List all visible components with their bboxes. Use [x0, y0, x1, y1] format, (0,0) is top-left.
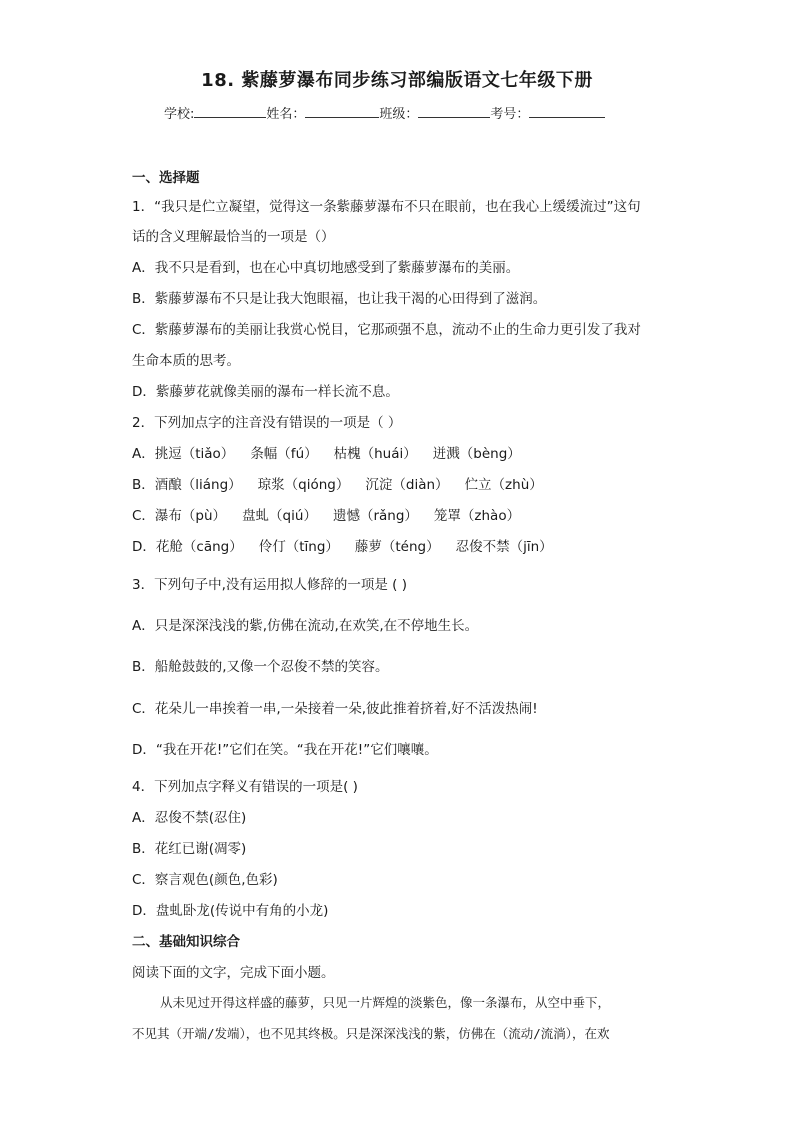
q2-a-item: 枯槐（huái） — [333, 446, 417, 462]
q3-option-b: B．船舱鼓鼓的,又像一个忍俊不禁的笑容。 — [132, 659, 389, 675]
q2-b-item: 沉淀（diàn） — [365, 477, 449, 493]
q2-a-item: A．挑逗（tiǎo） — [132, 446, 235, 462]
passage-line1: 从未见过开得这样盛的藤萝，只见一片辉煌的淡紫色，像一条瀑布，从空中垂下， — [160, 995, 611, 1010]
q4-option-c: C．察言观色(颜色,色彩) — [132, 872, 278, 888]
class-label: 班级： — [379, 107, 419, 122]
q2-d-item: D．花舱（cāng） — [132, 539, 243, 555]
school-label: 学校: — [164, 107, 195, 122]
q3-option-c: C．花朵儿一串挨着一串,一朵接着一朵,彼此推着挤着,好不活泼热闹! — [132, 701, 538, 717]
q4-option-a: A．忍俊不禁(忍住) — [132, 810, 247, 826]
name-blank[interactable] — [305, 105, 379, 118]
class-blank[interactable] — [418, 105, 490, 118]
school-blank[interactable] — [194, 105, 266, 118]
q2-a-item: 条幅（fú） — [250, 446, 318, 462]
q2-d-item: 伶仃（tīng） — [258, 539, 339, 555]
q3-option-d: D．“我在开花!”它们在笑。“我在开花!”它们嚷嚷。 — [132, 742, 438, 758]
student-info-line — [164, 103, 605, 122]
q2-b-item: B．酒酿（liáng） — [132, 477, 242, 493]
id-label: 考号： — [490, 107, 530, 122]
passage-line2: 不见其（开端/发端），也不见其终极。只是深深浅浅的紫，仿佛在（流动/流淌），在欢 — [132, 1026, 610, 1041]
q2-c-item: 盘虬（qiú） — [242, 508, 317, 524]
q4-stem: 4．下列加点字释义有错误的一项是( ) — [132, 779, 358, 795]
q4-option-d: D．盘虬卧龙(传说中有角的小龙) — [132, 903, 329, 919]
q2-option-b — [132, 473, 543, 493]
q1-option-c-line1: C．紫藤萝瀑布的美丽让我赏心悦目，它那顽强不息，流动不止的生命力更引发了我对 — [132, 322, 641, 338]
id-blank[interactable] — [529, 105, 605, 118]
q1-option-d: D．紫藤萝花就像美丽的瀑布一样长流不息。 — [132, 384, 399, 400]
section2-instruction: 阅读下面的文字，完成下面小题。 — [132, 965, 335, 981]
q1-stem-line1: 1．“我只是伫立凝望，觉得这一条紫藤萝瀑布不只在眼前，也在我心上缓缓流过”这句 — [132, 199, 641, 215]
q1-stem-line2: 话的含义理解最恰当的一项是（） — [132, 229, 335, 245]
q2-a-item: 迸溅（bèng） — [432, 446, 521, 462]
q2-d-item: 忍俊不禁（jīn） — [455, 539, 553, 555]
q3-stem: 3．下列句子中,没有运用拟人修辞的一项是 ( ) — [132, 577, 407, 593]
q2-option-a — [132, 442, 521, 462]
q1-option-a: A．我不只是看到，也在心中真切地感受到了紫藤萝瀑布的美丽。 — [132, 260, 520, 276]
section2-heading: 二、基础知识综合 — [132, 934, 240, 950]
q3-option-a: A．只是深深浅浅的紫,仿佛在流动,在欢笑,在不停地生长。 — [132, 618, 479, 634]
q2-c-item: C．瀑布（pù） — [132, 508, 227, 524]
q2-c-item: 遗憾（rǎng） — [332, 508, 418, 524]
name-label: 姓名： — [266, 107, 306, 122]
q2-d-item: 藤萝（téng） — [354, 539, 440, 555]
q1-option-b: B．紫藤萝瀑布不只是让我大饱眼福，也让我干渴的心田得到了滋润。 — [132, 291, 547, 307]
q2-option-d — [132, 535, 553, 555]
q2-b-item: 伫立（zhù） — [464, 477, 543, 493]
q2-c-item: 笼罩（zhào） — [433, 508, 521, 524]
q2-option-c — [132, 504, 520, 524]
q2-stem: 2．下列加点字的注音没有错误的一项是（ ） — [132, 415, 402, 431]
q2-b-item: 琼浆（qióng） — [257, 477, 350, 493]
q1-option-c-line2: 生命本质的思考。 — [132, 353, 240, 369]
document-title: 18. 紫藤萝瀑布同步练习部编版语文七年级下册 — [201, 70, 593, 91]
q4-option-b: B．花红已谢(凋零) — [132, 841, 247, 857]
section1-heading: 一、选择题 — [132, 170, 200, 186]
